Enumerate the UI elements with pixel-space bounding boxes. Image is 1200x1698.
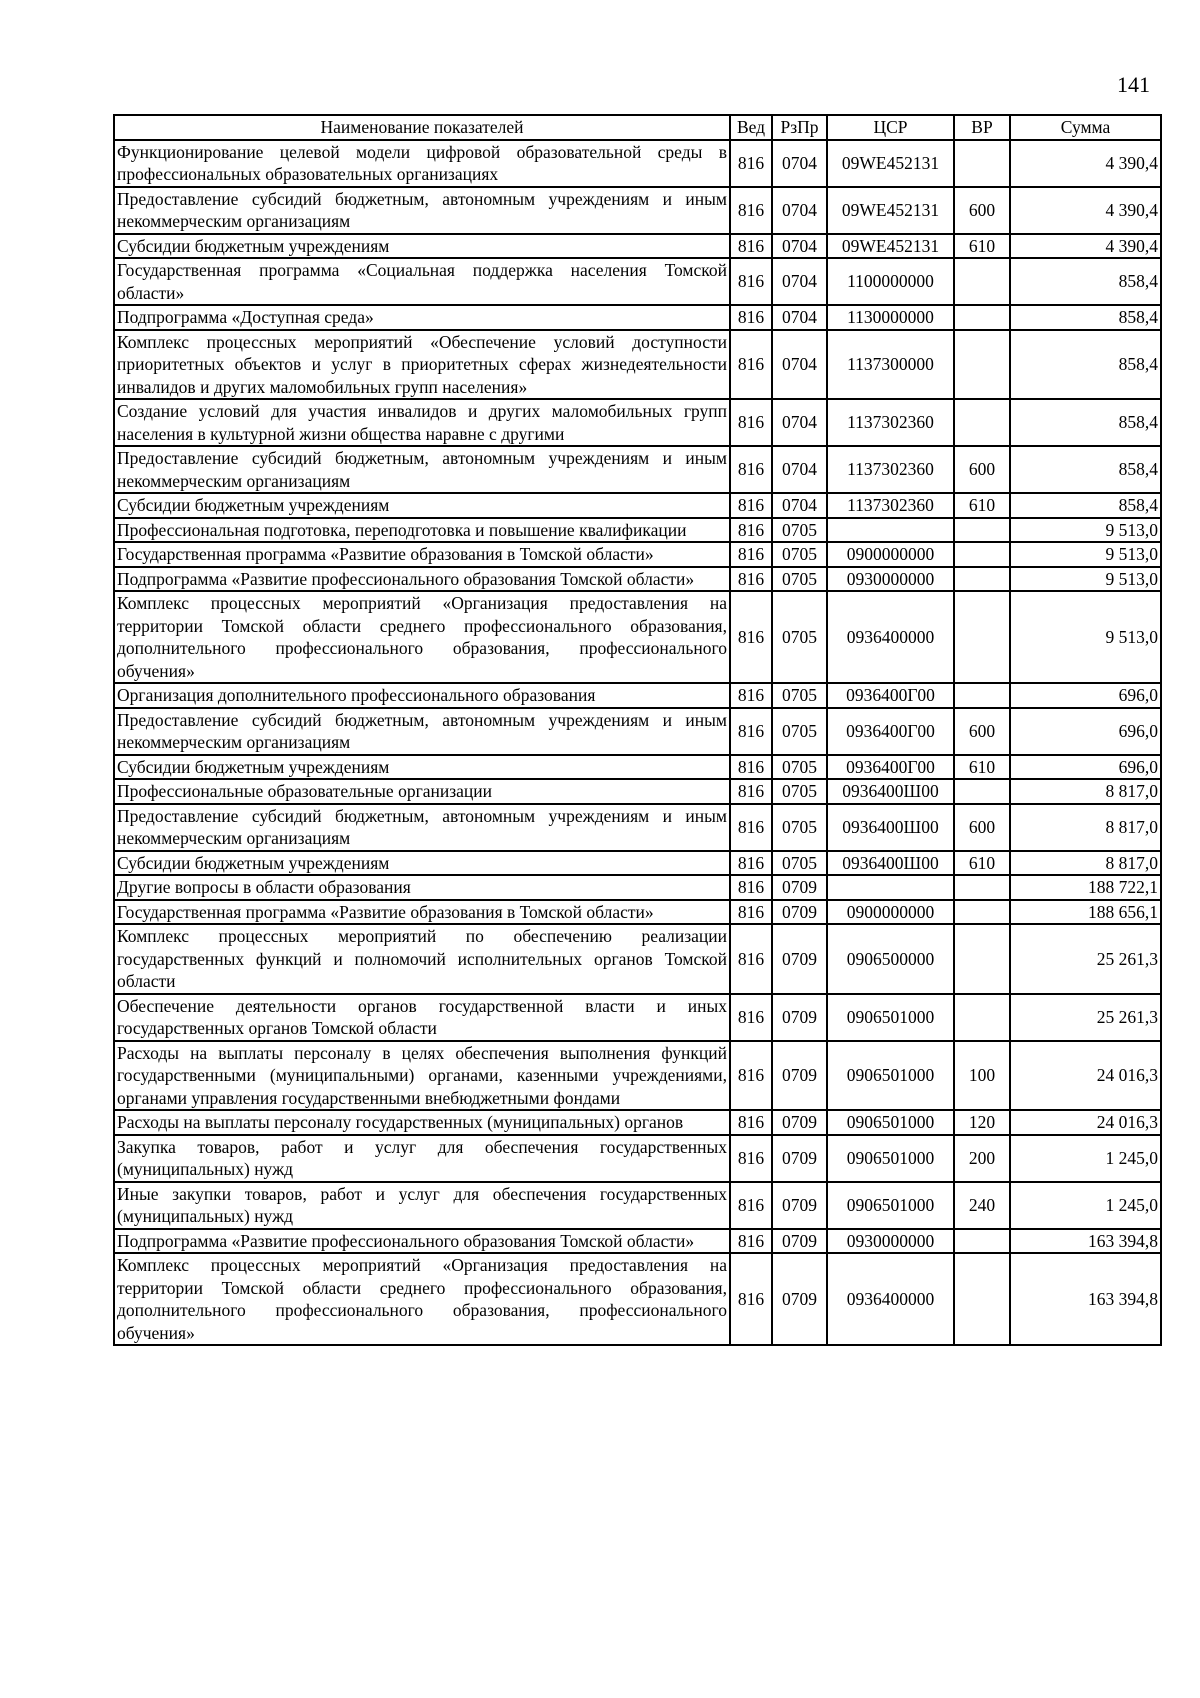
cell-name: Субсидии бюджетным учреждениям — [114, 755, 730, 780]
cell-ved: 816 — [730, 591, 772, 683]
cell-sum: 858,4 — [1010, 399, 1161, 446]
table-row — [114, 1135, 1161, 1182]
cell-name: Комплекс процессных мероприятий «Организация предоставления на территории Томской области среднего профессионального образования, дополнительного профессионального образования, профессионального обучения» — [114, 1253, 730, 1345]
table-row — [114, 1041, 1161, 1111]
cell-vr: 600 — [954, 804, 1010, 851]
cell-csr: 0906501000 — [827, 1041, 954, 1111]
header-rzpr: РзПр — [772, 115, 827, 140]
cell-csr: 1137300000 — [827, 330, 954, 400]
cell-ved: 816 — [730, 708, 772, 755]
cell-rzpr: 0704 — [772, 330, 827, 400]
cell-name: Профессиональные образовательные организации — [114, 779, 730, 804]
cell-rzpr: 0709 — [772, 924, 827, 994]
cell-name: Комплекс процессных мероприятий «Обеспечение условий доступности приоритетных объектов и услуг в приоритетных сферах жизнедеятельности инвалидов и других маломобильных групп населения» — [114, 330, 730, 400]
cell-vr — [954, 330, 1010, 400]
cell-sum: 8 817,0 — [1010, 779, 1161, 804]
cell-rzpr: 0709 — [772, 994, 827, 1041]
cell-name: Расходы на выплаты персоналу государственных (муниципальных) органов — [114, 1110, 730, 1135]
cell-sum: 188 656,1 — [1010, 900, 1161, 925]
cell-csr: 1130000000 — [827, 305, 954, 330]
cell-name: Субсидии бюджетным учреждениям — [114, 234, 730, 259]
cell-ved: 816 — [730, 399, 772, 446]
cell-csr: 1100000000 — [827, 258, 954, 305]
page-number: 141 — [1117, 72, 1150, 97]
cell-rzpr: 0705 — [772, 755, 827, 780]
cell-ved: 816 — [730, 755, 772, 780]
cell-csr: 0906501000 — [827, 1135, 954, 1182]
table-row — [114, 779, 1161, 804]
table-row — [114, 708, 1161, 755]
cell-csr: 1137302360 — [827, 493, 954, 518]
cell-name: Подпрограмма «Развитие профессионального образования Томской области» — [114, 567, 730, 592]
table-body — [114, 140, 1161, 1346]
cell-name: Профессиональная подготовка, переподготовка и повышение квалификации — [114, 518, 730, 543]
cell-name: Государственная программа «Развитие образования в Томской области» — [114, 900, 730, 925]
cell-vr: 600 — [954, 446, 1010, 493]
table-row — [114, 567, 1161, 592]
table-row — [114, 1182, 1161, 1229]
cell-ved: 816 — [730, 567, 772, 592]
cell-ved: 816 — [730, 493, 772, 518]
cell-csr: 1137302360 — [827, 446, 954, 493]
cell-ved: 816 — [730, 234, 772, 259]
cell-rzpr: 0709 — [772, 1253, 827, 1345]
cell-vr — [954, 683, 1010, 708]
cell-rzpr: 0704 — [772, 234, 827, 259]
header-sum: Сумма — [1010, 115, 1161, 140]
header-csr: ЦСР — [827, 115, 954, 140]
table-header-row — [114, 115, 1161, 140]
cell-ved: 816 — [730, 804, 772, 851]
cell-sum: 25 261,3 — [1010, 924, 1161, 994]
cell-vr: 100 — [954, 1041, 1010, 1111]
cell-sum: 858,4 — [1010, 305, 1161, 330]
cell-sum: 858,4 — [1010, 258, 1161, 305]
cell-ved: 816 — [730, 140, 772, 187]
cell-sum: 696,0 — [1010, 683, 1161, 708]
table-row — [114, 187, 1161, 234]
cell-sum: 4 390,4 — [1010, 187, 1161, 234]
cell-csr: 0906501000 — [827, 994, 954, 1041]
cell-ved: 816 — [730, 1041, 772, 1111]
cell-rzpr: 0705 — [772, 542, 827, 567]
cell-vr — [954, 875, 1010, 900]
cell-rzpr: 0705 — [772, 779, 827, 804]
cell-name: Подпрограмма «Доступная среда» — [114, 305, 730, 330]
table-row — [114, 446, 1161, 493]
cell-vr — [954, 1229, 1010, 1254]
table-row — [114, 305, 1161, 330]
cell-vr: 610 — [954, 493, 1010, 518]
cell-ved: 816 — [730, 994, 772, 1041]
cell-vr — [954, 305, 1010, 330]
table-row — [114, 1229, 1161, 1254]
cell-vr — [954, 567, 1010, 592]
cell-csr: 09WE452131 — [827, 140, 954, 187]
cell-sum: 188 722,1 — [1010, 875, 1161, 900]
cell-name: Предоставление субсидий бюджетным, автономным учреждениям и иным некоммерческим организациям — [114, 187, 730, 234]
cell-sum: 8 817,0 — [1010, 851, 1161, 876]
cell-rzpr: 0704 — [772, 493, 827, 518]
cell-csr: 0936400Ш00 — [827, 851, 954, 876]
cell-vr — [954, 542, 1010, 567]
table-row — [114, 518, 1161, 543]
cell-rzpr: 0709 — [772, 875, 827, 900]
cell-rzpr: 0704 — [772, 187, 827, 234]
cell-sum: 9 513,0 — [1010, 591, 1161, 683]
header-vr: ВР — [954, 115, 1010, 140]
cell-sum: 4 390,4 — [1010, 140, 1161, 187]
cell-vr: 610 — [954, 851, 1010, 876]
cell-vr — [954, 258, 1010, 305]
cell-csr: 0930000000 — [827, 1229, 954, 1254]
cell-csr: 0936400Г00 — [827, 755, 954, 780]
cell-csr: 0936400Г00 — [827, 708, 954, 755]
cell-csr: 1137302360 — [827, 399, 954, 446]
cell-vr: 600 — [954, 708, 1010, 755]
cell-ved: 816 — [730, 924, 772, 994]
cell-csr: 0906500000 — [827, 924, 954, 994]
cell-ved: 816 — [730, 779, 772, 804]
cell-rzpr: 0705 — [772, 708, 827, 755]
cell-rzpr: 0705 — [772, 804, 827, 851]
cell-vr — [954, 591, 1010, 683]
cell-sum: 1 245,0 — [1010, 1182, 1161, 1229]
header-ved: Вед — [730, 115, 772, 140]
cell-csr: 0936400000 — [827, 1253, 954, 1345]
cell-sum: 858,4 — [1010, 330, 1161, 400]
cell-vr — [954, 994, 1010, 1041]
cell-rzpr: 0705 — [772, 591, 827, 683]
cell-rzpr: 0709 — [772, 1182, 827, 1229]
table-row — [114, 493, 1161, 518]
cell-csr: 0936400Г00 — [827, 683, 954, 708]
cell-sum: 25 261,3 — [1010, 994, 1161, 1041]
cell-vr: 610 — [954, 755, 1010, 780]
cell-vr — [954, 399, 1010, 446]
cell-name: Субсидии бюджетным учреждениям — [114, 493, 730, 518]
table-row — [114, 875, 1161, 900]
cell-ved: 816 — [730, 518, 772, 543]
cell-sum: 4 390,4 — [1010, 234, 1161, 259]
cell-sum: 24 016,3 — [1010, 1110, 1161, 1135]
cell-name: Предоставление субсидий бюджетным, автономным учреждениям и иным некоммерческим организациям — [114, 804, 730, 851]
cell-csr: 09WE452131 — [827, 187, 954, 234]
cell-ved: 816 — [730, 187, 772, 234]
cell-csr: 0906501000 — [827, 1110, 954, 1135]
cell-rzpr: 0705 — [772, 851, 827, 876]
cell-ved: 816 — [730, 1135, 772, 1182]
cell-rzpr: 0704 — [772, 446, 827, 493]
cell-rzpr: 0709 — [772, 1229, 827, 1254]
cell-name: Закупка товаров, работ и услуг для обеспечения государственных (муниципальных) нужд — [114, 1135, 730, 1182]
cell-name: Иные закупки товаров, работ и услуг для обеспечения государственных (муниципальных) нужд — [114, 1182, 730, 1229]
table-row — [114, 399, 1161, 446]
cell-sum: 696,0 — [1010, 755, 1161, 780]
cell-ved: 816 — [730, 875, 772, 900]
cell-rzpr: 0705 — [772, 683, 827, 708]
cell-ved: 816 — [730, 446, 772, 493]
cell-rzpr: 0705 — [772, 567, 827, 592]
cell-name: Государственная программа «Социальная поддержка населения Томской области» — [114, 258, 730, 305]
cell-csr: 0936400Ш00 — [827, 804, 954, 851]
cell-vr — [954, 924, 1010, 994]
cell-vr — [954, 518, 1010, 543]
cell-ved: 816 — [730, 1182, 772, 1229]
cell-csr: 0936400000 — [827, 591, 954, 683]
cell-ved: 816 — [730, 900, 772, 925]
table-row — [114, 258, 1161, 305]
cell-ved: 816 — [730, 542, 772, 567]
cell-sum: 24 016,3 — [1010, 1041, 1161, 1111]
cell-csr: 0900000000 — [827, 900, 954, 925]
cell-vr: 120 — [954, 1110, 1010, 1135]
table-row — [114, 591, 1161, 683]
table-row — [114, 683, 1161, 708]
cell-rzpr: 0704 — [772, 258, 827, 305]
cell-rzpr: 0704 — [772, 140, 827, 187]
table-row — [114, 851, 1161, 876]
cell-csr: 09WE452131 — [827, 234, 954, 259]
cell-rzpr: 0705 — [772, 518, 827, 543]
cell-name: Комплекс процессных мероприятий по обеспечению реализации государственных функций и полномочий исполнительных органов Томской области — [114, 924, 730, 994]
cell-rzpr: 0709 — [772, 1110, 827, 1135]
cell-csr — [827, 875, 954, 900]
cell-rzpr: 0709 — [772, 900, 827, 925]
cell-ved: 816 — [730, 1229, 772, 1254]
cell-sum: 9 513,0 — [1010, 567, 1161, 592]
cell-name: Субсидии бюджетным учреждениям — [114, 851, 730, 876]
table-row — [114, 755, 1161, 780]
cell-vr — [954, 900, 1010, 925]
cell-name: Другие вопросы в области образования — [114, 875, 730, 900]
table-row — [114, 804, 1161, 851]
table-row — [114, 542, 1161, 567]
cell-csr: 0936400Ш00 — [827, 779, 954, 804]
cell-vr — [954, 140, 1010, 187]
cell-ved: 816 — [730, 1110, 772, 1135]
cell-vr — [954, 1253, 1010, 1345]
cell-rzpr: 0709 — [772, 1135, 827, 1182]
cell-ved: 816 — [730, 258, 772, 305]
cell-name: Обеспечение деятельности органов государственной власти и иных государственных органов Томской области — [114, 994, 730, 1041]
cell-name: Создание условий для участия инвалидов и других маломобильных групп населения в культурной жизни общества наравне с другими — [114, 399, 730, 446]
cell-sum: 8 817,0 — [1010, 804, 1161, 851]
cell-sum: 1 245,0 — [1010, 1135, 1161, 1182]
cell-name: Подпрограмма «Развитие профессионального образования Томской области» — [114, 1229, 730, 1254]
budget-table — [113, 114, 1162, 1346]
cell-vr: 200 — [954, 1135, 1010, 1182]
cell-name: Государственная программа «Развитие образования в Томской области» — [114, 542, 730, 567]
cell-vr — [954, 779, 1010, 804]
cell-ved: 816 — [730, 305, 772, 330]
cell-csr: 0930000000 — [827, 567, 954, 592]
cell-ved: 816 — [730, 683, 772, 708]
cell-name: Комплекс процессных мероприятий «Организация предоставления на территории Томской области среднего профессионального образования, дополнительного профессионального образования, профессионального обучения» — [114, 591, 730, 683]
table-row — [114, 330, 1161, 400]
cell-sum: 858,4 — [1010, 446, 1161, 493]
cell-name: Функционирование целевой модели цифровой образовательной среды в профессиональных образовательных организациях — [114, 140, 730, 187]
table-row — [114, 140, 1161, 187]
cell-sum: 163 394,8 — [1010, 1229, 1161, 1254]
cell-csr: 0906501000 — [827, 1182, 954, 1229]
cell-name: Предоставление субсидий бюджетным, автономным учреждениям и иным некоммерческим организациям — [114, 708, 730, 755]
cell-sum: 9 513,0 — [1010, 518, 1161, 543]
cell-sum: 858,4 — [1010, 493, 1161, 518]
table-row — [114, 994, 1161, 1041]
cell-csr: 0900000000 — [827, 542, 954, 567]
cell-sum: 696,0 — [1010, 708, 1161, 755]
cell-vr: 610 — [954, 234, 1010, 259]
table-row — [114, 900, 1161, 925]
cell-name: Предоставление субсидий бюджетным, автономным учреждениям и иным некоммерческим организациям — [114, 446, 730, 493]
cell-sum: 163 394,8 — [1010, 1253, 1161, 1345]
cell-ved: 816 — [730, 330, 772, 400]
cell-ved: 816 — [730, 851, 772, 876]
cell-vr: 600 — [954, 187, 1010, 234]
header-name: Наименование показателей — [114, 115, 730, 140]
cell-name: Организация дополнительного профессионального образования — [114, 683, 730, 708]
cell-csr — [827, 518, 954, 543]
table-row — [114, 1253, 1161, 1345]
cell-vr: 240 — [954, 1182, 1010, 1229]
table-row — [114, 1110, 1161, 1135]
table-row — [114, 924, 1161, 994]
table-row — [114, 234, 1161, 259]
cell-rzpr: 0704 — [772, 305, 827, 330]
cell-sum: 9 513,0 — [1010, 542, 1161, 567]
cell-rzpr: 0704 — [772, 399, 827, 446]
cell-name: Расходы на выплаты персоналу в целях обеспечения выполнения функций государственными (муниципальными) органами, казенными учреждениями, органами управления государственными внебюджетными фондами — [114, 1041, 730, 1111]
cell-rzpr: 0709 — [772, 1041, 827, 1111]
cell-ved: 816 — [730, 1253, 772, 1345]
